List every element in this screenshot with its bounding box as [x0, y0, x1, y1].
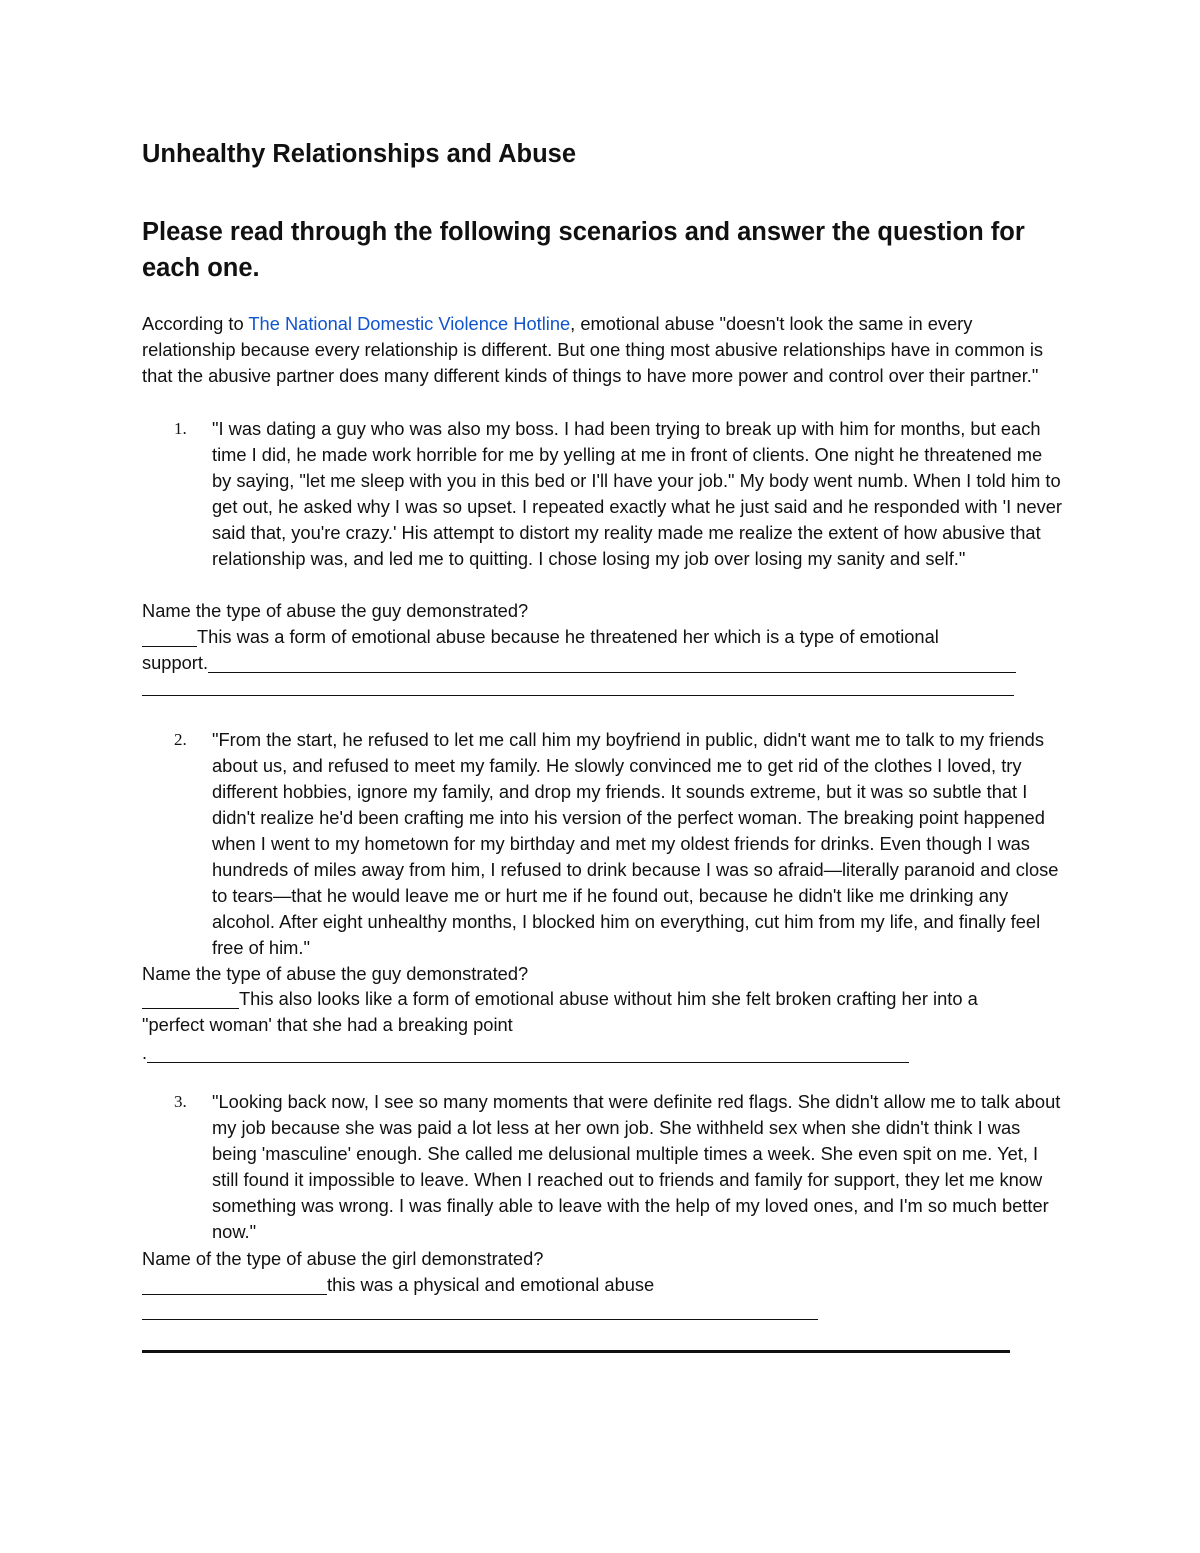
scenario-number: 2.	[174, 730, 187, 749]
intro-prefix: According to	[142, 313, 249, 334]
scenario-1	[174, 416, 1063, 572]
scenario-2	[174, 727, 1062, 961]
answer-rule	[142, 1319, 818, 1320]
scenario-1-answer: This was a form of emotional abuse because he threatened her which is a type of emotional	[197, 626, 939, 647]
intro-paragraph	[142, 311, 1057, 389]
answer-blank	[208, 654, 1016, 673]
scenario-2-answer-line	[142, 986, 978, 1012]
scenario-1-answer-continued: support.	[142, 652, 209, 673]
answer-rule	[142, 695, 1014, 696]
answer-rule-thick	[142, 1350, 1010, 1353]
scenario-2-answer: This also looks like a form of emotional abuse without him she felt broken crafting her into a	[239, 988, 978, 1009]
answer-blank	[142, 1276, 327, 1295]
scenario-2-answer-line-3	[142, 1040, 909, 1066]
scenario-2-answer-line-2: "perfect woman' that she had a breaking point	[142, 1014, 513, 1035]
document-subtitle: Please read through the following scenarios and answer the question for each one.	[142, 218, 1025, 282]
scenario-3-answer: this was a physical and emotional abuse	[327, 1274, 655, 1295]
scenario-1-question: Name the type of abuse the guy demonstrated?	[142, 600, 529, 621]
scenario-3	[174, 1089, 1062, 1245]
hotline-link[interactable]: The National Domestic Violence Hotline	[248, 313, 571, 334]
scenario-text: "Looking back now, I see so many moments that were definite red flags. She didn't allow me to talk about my job because she was paid a lot less at her own job. She withheld sex when she didn't think I was being 'masculine' enough. She called me delusional multiple times a week. She even spit on me. Yet, I still found it impossible to leave. When I reached out to friends and family for support, they let me know something was wrong. I was finally able to leave with the help of my loved ones, and I'm so much better now."	[212, 1091, 1061, 1242]
answer-blank	[142, 628, 197, 647]
answer-blank	[142, 990, 239, 1009]
answer-blank	[147, 1044, 909, 1063]
scenario-3-answer-line	[142, 1272, 654, 1298]
scenario-number: 3.	[174, 1092, 187, 1111]
scenario-2-question: Name the type of abuse the guy demonstrated?	[142, 963, 529, 984]
scenario-number: 1.	[174, 419, 187, 438]
scenario-3-question: Name of the type of abuse the girl demonstrated?	[142, 1248, 544, 1269]
scenario-1-answer-line-2	[142, 650, 1016, 676]
scenario-1-answer-line	[142, 624, 939, 650]
scenario-text: "From the start, he refused to let me call him my boyfriend in public, didn't want me to talk to my friends about us, and refused to meet my family. He slowly convinced me to get rid of the clothes I loved, try different hobbies, ignore my family, and drop my friends. It sounds extreme, but it was so subtle that I didn't realize he'd been crafting me into his version of the perfect woman. The breaking point happened when I went to my hometown for my birthday and met my oldest friends for drinks. Even though I was hundreds of miles away from him, I refused to drink because I was so afraid—literally paranoid and close to tears—that he would leave me or hurt me if he found out, because he didn't like me drinking any alcohol. After eight unhealthy months, I blocked him on everything, cut him from my life, and finally feel free of him."	[212, 729, 1059, 958]
scenario-text: "I was dating a guy who was also my boss. I had been trying to break up with him for months, but each time I did, he made work horrible for me by yelling at me in front of clients. One night he threatened me by saying, "let me sleep with you in this bed or I'll have your job." My body went numb. When I told him to get out, he asked why I was so upset. I repeated exactly what he just said and he responded with 'I never said that, you're crazy.' His attempt to distort my reality made me realize the extent of how abusive that relationship was, and led me to quitting. I chose losing my job over losing my sanity and self."	[212, 418, 1063, 569]
document-title: Unhealthy Relationships and Abuse	[142, 140, 577, 168]
scenario-2-answer-end: .	[142, 1042, 148, 1063]
intro-suffix: , emotional abuse "doesn't look the same in every relationship because every relationship is different. But one thing most abusive relationships have in common is that the abusive partner does many different kinds of things to have more power and control over their partner."	[142, 313, 1044, 386]
